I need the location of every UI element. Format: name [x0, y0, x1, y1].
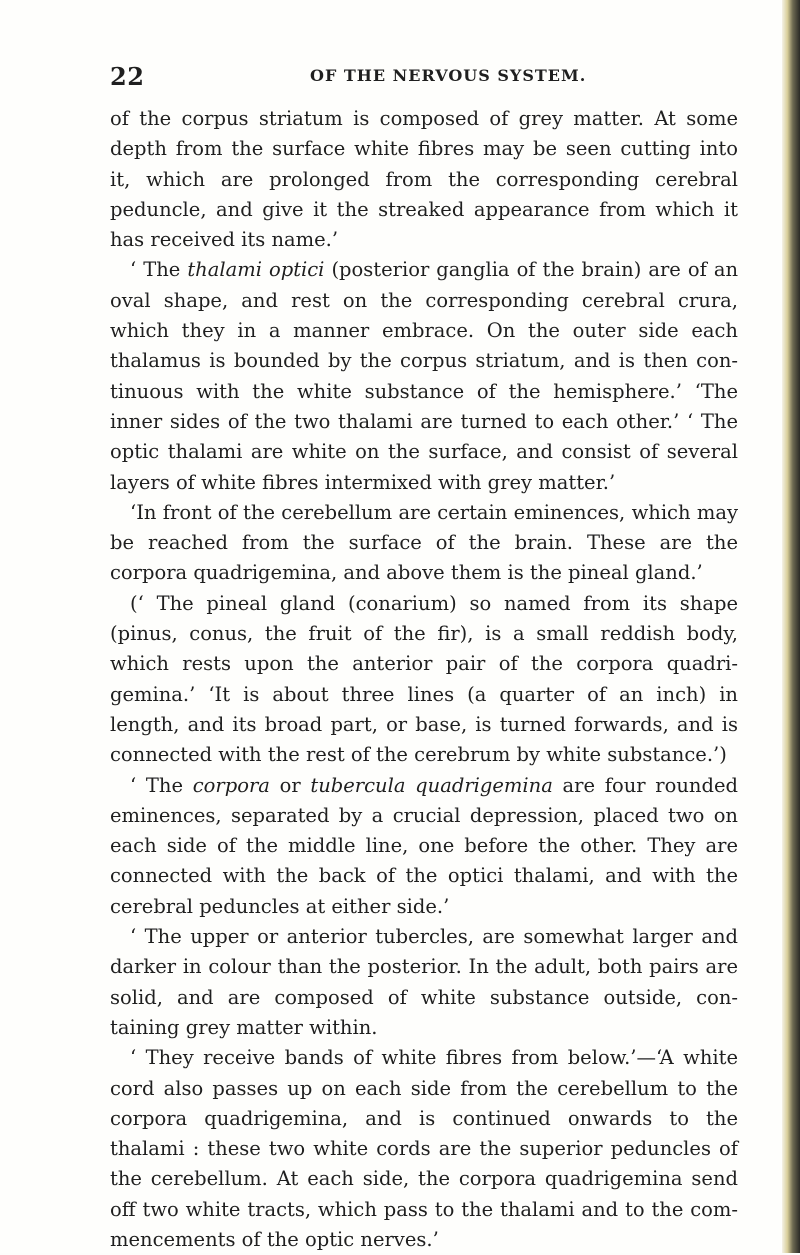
text-run: or: [269, 773, 311, 797]
text-run: ‘ The: [130, 773, 193, 797]
text-run: (posterior ganglia of the brain) are of an oval shape, and rest on the corresponding cerebral crura, which they in a manner embrace. On the outer side each thalamus is bounded by the corpus striatum, and is then con-tinuous with the white substance of the hemisphere.’ ‘The inner sides of the two thalami are turned to each other.’ ‘ The optic thalami are white on the surface, and consist of several layers of white fibres intermixed with grey matter.’: [110, 258, 739, 494]
italic-term: corpora: [192, 773, 270, 797]
paragraph: [110, 771, 738, 922]
text-run: of the corpus striatum is composed of grey matter. At some depth from the surface white fibres may be seen cutting into it, which are prolonged from the corresponding cerebral peduncle, and give it the streaked appearance from which it has received its name.’: [110, 107, 738, 252]
italic-term: thalami optici: [187, 258, 325, 282]
paragraph: [110, 922, 738, 1043]
text-run: (‘ The pineal gland (conarium) so named from its shape (pinus, conus, the fruit of the fir), is a small reddish body, which rests upon the anterior pair of the corpora quadri-gemina.’ ‘It is about three lines (a quarter of an inch) in length, and its broad part, or base, is turned forwards, and is connected with the rest of the cerebrum by white substance.’): [110, 591, 738, 767]
text-run: ‘In front of the cerebellum are certain eminences, which may be reached from the surface of the brain. These are the corpora quadrigemina, and above them is the pineal gland.’: [110, 500, 738, 585]
paragraph: [110, 255, 738, 497]
paragraph: [110, 589, 738, 771]
paragraph: [110, 104, 738, 255]
text-run: ‘ The upper or anterior tubercles, are somewhat larger and darker in colour than the posterior. In the adult, both pairs are solid, and are composed of white substance outside, con-taining grey matter within.: [110, 925, 738, 1039]
text-run: ‘ The: [130, 258, 188, 282]
page-gutter-shadow: [782, 0, 800, 1253]
page-header: [110, 62, 710, 92]
page-number: 22: [110, 62, 145, 91]
italic-term: tubercula quadrigemina: [310, 773, 553, 797]
running-head: OF THE NERVOUS SYSTEM.: [310, 66, 587, 85]
body-text: [110, 104, 738, 1255]
paragraph: [110, 498, 738, 589]
paragraph: [110, 1043, 738, 1255]
text-run: ‘ They receive bands of white fibres from below.’—‘A white cord also passes up on each side from the cerebellum to the corpora quadrigemina, and is continued onwards to the thalami : these two white cords are the superior peduncles of the cerebellum. At each side, the corpora quadrigemina send off two white tracts, which pass to the thalami and to the com-mencements of the optic nerves.’: [110, 1046, 738, 1251]
text-run: are four rounded eminences, separated by a crucial depression, placed two on each side of the middle line, one before the other. They are connected with the back of the optici thalami, and with the cerebral peduncles at either side.’: [110, 773, 738, 918]
